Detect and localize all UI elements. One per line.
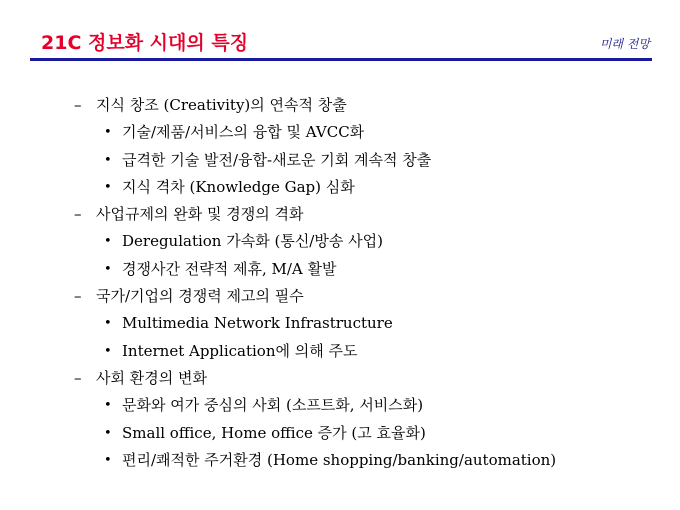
outline-bullet [0, 338, 680, 365]
outline-bullet [0, 174, 680, 201]
outline-bullet [0, 420, 680, 447]
outline-bullet-text: Deregulation 가속화 (통신/방송 사업) [122, 232, 383, 251]
outline-bullet-text: 경쟁사간 전략적 제휴, M/A 활발 [122, 259, 337, 278]
dash-marker: – [74, 205, 82, 224]
outline-bullet-text: Small office, Home office 증가 (고 효율화) [122, 423, 426, 442]
bullet-marker: • [104, 179, 112, 195]
outline-bullet-text: 편리/쾌적한 주거환경 (Home shopping/banking/automation) [122, 450, 557, 469]
outline-heading-text: 사업규제의 완화 및 경쟁의 격화 [96, 205, 304, 224]
outline-heading [0, 283, 680, 310]
bullet-marker: • [104, 452, 112, 468]
outline-heading-text: 사회 환경의 변화 [96, 368, 207, 387]
outline-heading [0, 92, 680, 119]
outline-bullet [0, 392, 680, 419]
outline-bullet [0, 228, 680, 255]
dash-marker: – [74, 368, 82, 387]
outline-heading-text: 국가/기업의 경쟁력 제고의 필수 [96, 287, 304, 306]
outline-bullet [0, 310, 680, 337]
section-tag: 미래 전망 [599, 37, 650, 51]
outline-bullet [0, 447, 680, 474]
outline-bullet-text: 급격한 기술 발전/융합-새로운 기회 계속적 창출 [122, 150, 432, 169]
dash-marker: – [74, 287, 82, 306]
outline-heading-text: 지식 창조 (Creativity)의 연속적 창출 [96, 96, 347, 114]
outline-bullet-text: 기술/제품/서비스의 융합 및 AVCC화 [122, 123, 365, 142]
outline-list [0, 92, 680, 474]
outline-bullet-text: 문화와 여가 중심의 사회 (소프트화, 서비스화) [122, 396, 424, 415]
bullet-marker: • [104, 125, 112, 141]
slide-title: 21C 정보화 시대의 특징 [41, 32, 249, 54]
outline-bullet [0, 147, 680, 174]
dash-marker: – [74, 96, 82, 114]
bullet-marker: • [104, 398, 112, 414]
outline-bullet-text: 지식 격차 (Knowledge Gap) 심화 [122, 177, 355, 196]
title-divider [30, 58, 652, 61]
outline-bullet [0, 256, 680, 283]
outline-bullet-text: Multimedia Network Infrastructure [122, 314, 393, 333]
bullet-marker: • [104, 343, 112, 359]
bullet-marker: • [104, 152, 112, 168]
bullet-marker: • [104, 316, 112, 332]
outline-bullet [0, 119, 680, 146]
bullet-marker: • [104, 425, 112, 441]
bullet-marker: • [104, 234, 112, 250]
bullet-marker: • [104, 261, 112, 277]
outline-bullet-text: Internet Application에 의해 주도 [122, 341, 358, 360]
outline-heading [0, 201, 680, 228]
outline-heading [0, 365, 680, 392]
